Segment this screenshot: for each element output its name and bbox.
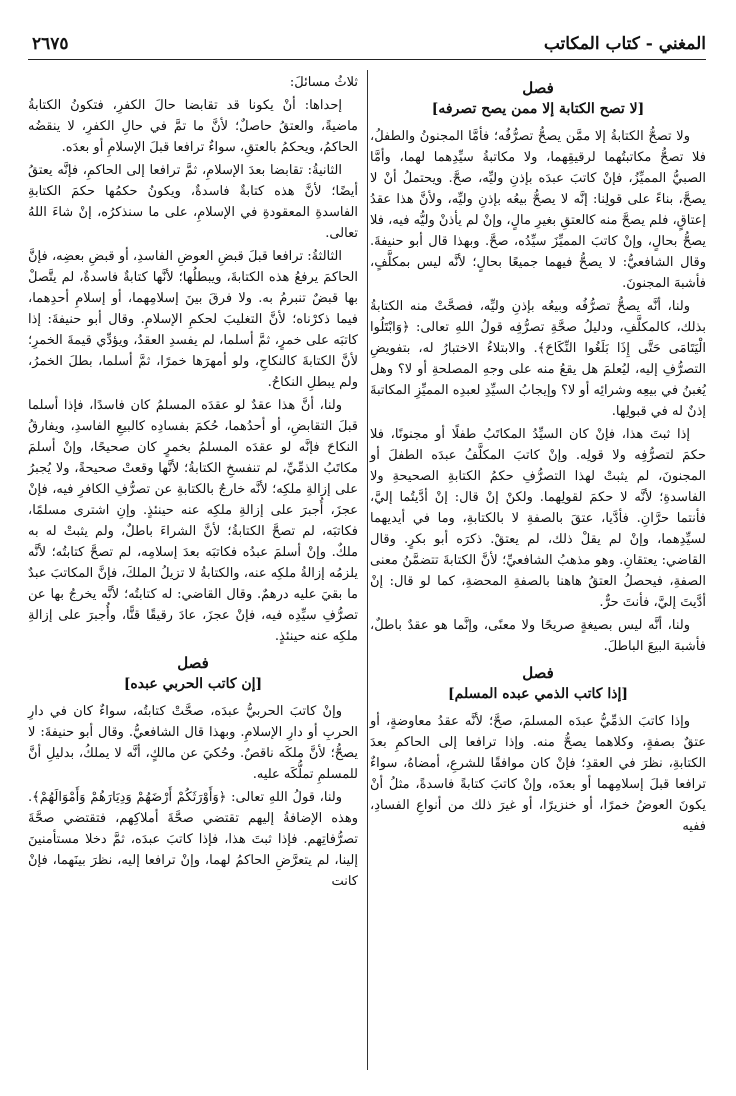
paragraph: ولنا، أنَّه يصحُّ تصرُّفُه وبيعُه بإذنِ وليِّه، فصحَّتْ منه الكتابةُ بذلك، كالمكلَّفِ، ودليلُ صحَّةِ تصرُّفِه قولُ اللهِ تعالى: ﴿وَابْتَلُوا الْيَتَامَى حَتَّى إِذَا بَلَغُوا النِّكَاحَ﴾. والابتلاءُ الاختبارُ له، بتفويضِ التصرُّفِ إليه، ليُعلمَ هل يقعُ منه على وجهِ المصلحةِ أو لا؟ وهل يُغبنُ في بيعِه وشرائِه أو لا؟ وإيجابُ السيِّدِ لعبدِه المميِّزِ المكاتبةَ إذنٌ له في قبولِها.	[370, 299, 706, 419]
paragraph: ولا تصحُّ الكتابةُ إلا ممَّن يصحُّ تصرُّفُه؛ فأمَّا المجنونُ والطفلُ، فلا تصحُّ مكاتبتُهما لرقيقِهما، ولا مكاتبةُ سيِّدِهما لهما، وأمَّا الصبيُّ المميِّزُ، فإنْ كاتبَ عبدَه بإذنِ وليِّه، صحَّ. ويحتملُ أنْ لا يصحَّ، بناءً على قولِنا: إنَّه لا يصحُّ بيعُه بإذنِ وليِّه، ولأنَّ هذا عقدُ إعتاقٍ، فلم يصحَّ منه كالعتقِ بغيرِ مالٍ، وإنْ لم يأذنْ وليُّه فيه، فلا يصحُّ بحالٍ، وإنْ كاتبَ المميِّزَ سيِّدُه، صحَّ. وبهذا قال أبو حنيفةَ. وقال الشافعيُّ: لا يصحُّ فيهما جميعًا بحالٍ؛ لأنَّه ليس بمكلَّفٍ، فأشبهَ المجنونَ.	[370, 129, 706, 291]
paragraph: ولنا، قولُ اللهِ تعالى: ﴿وَأَوْرَثَكُمْ أَرْضَهُمْ وَدِيَارَهُمْ وَأَمْوَالَهُمْ﴾. وهذه الإضافةُ إليهم تقتضي صحَّةَ أملاكِهم، فتقتضي صحَّةَ تصرُّفاتِهم. فإذا ثبتَ هذا، فإذا كاتبَ عبدَه، ثمَّ دخلا مستأمنينَ إلينا، لم يتعرَّضِ الحاكمُ لهما، وإنْ ترافعا إليه، نظرَ بينَهما، فإنْ كانت	[28, 790, 358, 889]
paragraph: ولنا، أنَّه ليس بصيغةٍ صريحًا ولا معنًى، وإنَّما هو عقدٌ باطلٌ، فأشبهَ البيعَ الباطلَ.	[370, 618, 706, 654]
paragraph: الثانيةُ: تقابضا بعدَ الإسلامِ، ثمَّ ترافعا إلى الحاكمِ، فإنَّه يعتقُ أيضًا؛ لأنَّ هذه كتابةٌ فاسدةٌ، ويكونُ حكمُها حكمَ الكتابةِ الفاسدةِ المعقودةِ في الإسلامِ، على ما سنذكرُه، إنْ شاءَ اللهُ تعالى.	[28, 163, 358, 241]
right-column	[370, 72, 706, 839]
paragraph: وإذا كاتبَ الذمِّيُّ عبدَه المسلمَ، صحَّ؛ لأنَّه عقدُ معاوضةٍ، أو عتقٌ بصفةٍ، وكلاهما يصحُّ منه. وإذا ترافعا إلى الحاكمِ بعدَ الكتابةِ، نظرَ في العقدِ؛ فإنْ كان موافقًا للشرعِ، أمضاهُ، سواءٌ ترافعا قبلَ إسلامِهما أو بعدَه، وإنْ كاتبَ كتابةً فاسدةً، مثلُ أنْ يكونَ العوضُ خمرًا، أو خنزيرًا، أو غيرَ ذلك من أنواعِ الفسادِ، ففيه	[370, 714, 706, 834]
section-subheading: [إذا كاتب الذمي عبده المسلم]	[448, 686, 628, 702]
paragraph: إحداها: أنْ يكونا قد تقابضا حالَ الكفرِ، فتكونُ الكتابةُ ماضيةً، والعتقُ حاصلٌ؛ لأنَّ ما تمَّ في حالِ الكفرِ، لا ينقضُه الحاكمُ، ويحكمُ بالعتقِ، سواءٌ ترافعا قبلَ الإسلامِ أو بعدَه.	[28, 98, 358, 155]
section-heading: فصل	[522, 79, 554, 97]
section-heading: فصل	[522, 664, 554, 682]
paragraph: ثلاثُ مسائلَ:	[289, 75, 358, 90]
running-title: المغني - كتاب المكاتب	[543, 34, 706, 54]
paragraph: وإنْ كاتبَ الحربيُّ عبدَه، صحَّتْ كتابتُه، سواءٌ كان في دارِ الحربِ أو دارِ الإسلامِ. وبهذا قال الشافعيُّ. وقال أبو حنيفةَ: لا يصحُّ؛ لأنَّ ملكَه ناقصٌ. وحُكيَ عن مالكٍ، أنَّه لا يملكُ، بدليلِ أنَّ للمسلمِ تملُّكَه عليه.	[28, 704, 358, 782]
left-column	[28, 72, 358, 894]
section-subheading: [إن كاتب الحربي عبده]	[123, 676, 263, 692]
paragraph: الثالثةُ: ترافعا قبلَ قبضِ العوضِ الفاسدِ، أو قبضِ بعضِه، فإنَّ الحاكمَ يرفعُ هذه الكتابةَ، ويبطلُها؛ لأنَّها كتابةٌ فاسدةٌ، لم يتَّصلْ بها قبضٌ تنبرمُ به. ولا فرقَ بينَ إسلامِهما، أو إسلامِ أحدِهما، فيما ذكرْناه؛ لأنَّ التغليبَ لحكمِ الإسلامِ. وقال أبو حنيفةَ: إذا كاتبَه على خمرٍ، ثمَّ أسلما، لم يفسدِ العقدُ، ويؤدِّي قيمةَ الخمرِ؛ لأنَّ الكتابةَ كالنكاحِ، ولو أمهرَها خمرًا، ثمَّ أسلما، بطلَ الخمرُ، ولم يبطلِ النكاحُ.	[28, 249, 358, 390]
page-number: ٢٦٧٥	[32, 34, 69, 54]
column-divider	[367, 70, 368, 1070]
paragraph: إذا ثبتَ هذا، فإنْ كان السيِّدُ المكاتَبُ طفلًا أو مجنونًا، فلا حكمَ لتصرُّفِه ولا قولِه. وإنْ كاتبَ المكلَّفُ عبدَه الطفلَ أو المجنونَ، لم يثبتْ لهذا التصرُّفِ حكمُ الكتابةِ الصحيحةِ ولا الفاسدةِ؛ لأنَّه لا حكمَ لقولِهما. ولكنْ إنْ قال: إنْ أدَّيتُما إليَّ، فأنتما حرَّانِ. فأدَّيا، عتقَ بالصفةِ لا بالكتابةِ، وما في أيديهما لسيِّدِهما، وإنْ لم يقلْ ذلك، لم يعتقْ. ذكرَه أبو بكرٍ. وقال القاضي: يعتقانِ. وهو مذهبُ الشافعيِّ؛ لأنَّ الكتابةَ تتضمَّنُ معنى الصفةِ، فيحصلُ العتقُ هاهنا بالصفةِ المحضةِ، كما لو قال: إنْ أدَّيتَ إليَّ، فأنتَ حرٌّ.	[370, 427, 706, 610]
paragraph: ولنا، أنَّ هذا عقدٌ لو عقدَه المسلمُ كان فاسدًا، فإذا أسلما قبلَ التقابضِ، أو أحدُهما، حُكمَ بفسادِه كالبيعِ الفاسدِ، ويفارقُ النكاحَ فإنَّه لو عقدَه المسلمُ بخمرٍ كان صحيحًا، وإنْ أسلمَ مكاتَبُ الذمِّيِّ، لم تنفسخِ الكتابةُ؛ لأنَّها وقعتْ صحيحةً، ولا يُجبرُ على إزالةِ ملكِه؛ لأنَّه خارجٌ بالكتابةِ عن تصرُّفِ الكافرِ فيه، فإنْ عجزَ، أُجبرَ على إزالةِ ملكِه عنه حينئذٍ. وإنِ اشترى مسلمًا، فكاتبَه، لم تصحَّ الكتابةُ؛ لأنَّ الشراءَ باطلٌ، ولم يثبتْ له به ملكٌ. وإنْ أسلمَ عبدُه فكاتبَه بعدَ إسلامِه، لم تصحَّ كتابتُه؛ لأنَّه يلزمُه إزالةُ ملكِه عنه، والكتابةُ لا تزيلُ الملكَ، فإنَّ المكاتبَ عبدٌ ما بقيَ عليه درهمٌ. وقال القاضي: له كتابتُه؛ لأنَّه يخرجُ بها عن تصرُّفِ سيِّدِه فيه، فإنْ عجزَ، عادَ رقيقًا قنًّا، وأُجبرَ على إزالةِ ملكِه عنه حينئذٍ.	[28, 398, 358, 644]
section-subheading: [لا تصح الكتابة إلا ممن يصح تصرفه]	[431, 101, 645, 117]
section-heading: فصل	[177, 654, 209, 672]
running-header	[28, 33, 706, 60]
